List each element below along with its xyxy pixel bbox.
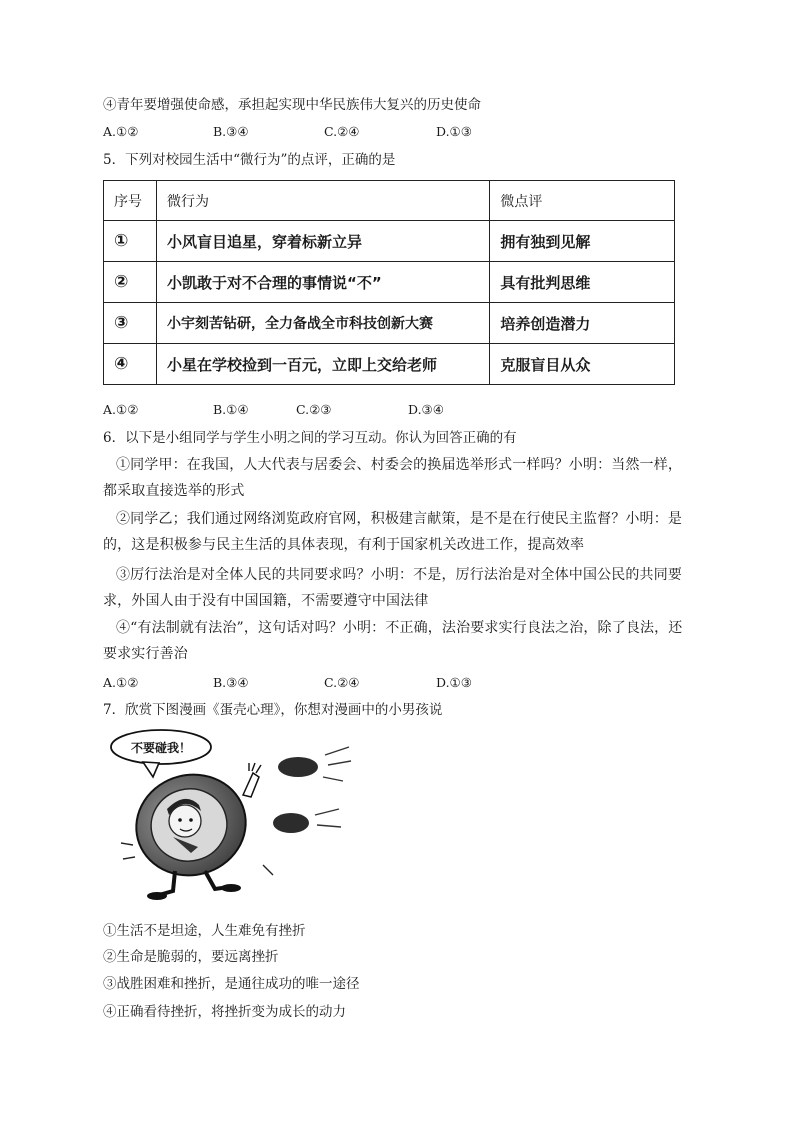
q4-option-d: D.①③ [436,124,472,139]
q5-option-c: C.②③ [296,402,332,417]
row-number: ② [104,262,157,303]
q5-option-b: B.①④ [213,402,249,417]
q4-option-c: C.②④ [324,124,360,139]
q4-option-b: B.③④ [213,124,249,139]
header-comment: 微点评 [490,181,675,221]
q5-behavior-table [103,180,675,385]
table-header-row [104,181,675,221]
comic-speech-text: 不要碰我！ [130,741,192,755]
row-comment: 培养创造潜力 [490,303,675,344]
q5-title: 5．下列对校园生活中“微行为”的点评，正确的是 [103,152,396,168]
eggshell-cartoon [103,725,353,903]
q6-option-a: A.①② [103,675,139,690]
q4-statement-4: ④青年要增强使命感，承担起实现中华民族伟大复兴的历史使命 [103,97,481,113]
q6-item-1: ①同学甲：在我国，人大代表与居委会、村委会的换届选举形式一样吗？小明：当然一样，都采取直接选举的形式 [103,457,682,499]
row-number: ① [104,221,157,262]
table-row [104,262,675,303]
row-comment: 克服盲目从众 [490,344,675,385]
q6-item-4: ④“有法制就有法治”，这句话对吗？小明：不正确，法治要求实行良法之治，除了良法，还要求实行善治 [103,620,683,662]
row-comment: 具有批判思维 [490,262,675,303]
q6-option-d: D.①③ [436,675,472,690]
row-behavior: 小风盲目追星，穿着标新立异 [156,221,489,262]
q7-item-2: ②生命是脆弱的，要远离挫折 [103,949,279,965]
table-row [104,221,675,262]
q5-option-d: D.③④ [408,402,444,417]
row-number: ④ [104,344,157,385]
q7-item-1: ①生活不是坦途，人生难免有挫折 [103,923,306,939]
row-behavior: 小凯敢于对不合理的事情说“不” [156,262,489,303]
q7-item-3: ③战胜困难和挫折，是通往成功的唯一途径 [103,976,360,992]
row-comment: 拥有独到见解 [490,221,675,262]
row-behavior: 小宇刻苦钻研，全力备战全市科技创新大赛 [156,303,489,344]
q4-option-a: A.①② [103,124,139,139]
row-number: ③ [104,303,157,344]
q5-option-a: A.①② [103,402,139,417]
q7-title: 7．欣赏下图漫画《蛋壳心理》，你想对漫画中的小男孩说 [103,702,443,718]
header-no: 序号 [104,181,157,221]
table-row [104,303,675,344]
header-behavior: 微行为 [156,181,489,221]
q6-item-3: ③厉行法治是对全体人民的共同要求吗？小明：不是，厉行法治是对全体中国公民的共同要求，外国人由于没有中国国籍，不需要遵守中国法律 [103,567,682,609]
q6-option-c: C.②④ [324,675,360,690]
q6-item-2: ②同学乙；我们通过网络浏览政府官网，积极建言献策，是不是在行使民主监督？小明：是的，这是积极参与民主生活的具体表现，有利于国家机关改进工作，提高效率 [103,511,682,553]
q6-option-b: B.③④ [213,675,249,690]
row-behavior: 小星在学校捡到一百元，立即上交给老师 [156,344,489,385]
q7-item-4: ④正确看待挫折，将挫折变为成长的动力 [103,1004,346,1020]
q6-title: 6．以下是小组同学与学生小明之间的学习互动。你认为回答正确的有 [103,430,517,446]
table-row [104,344,675,385]
